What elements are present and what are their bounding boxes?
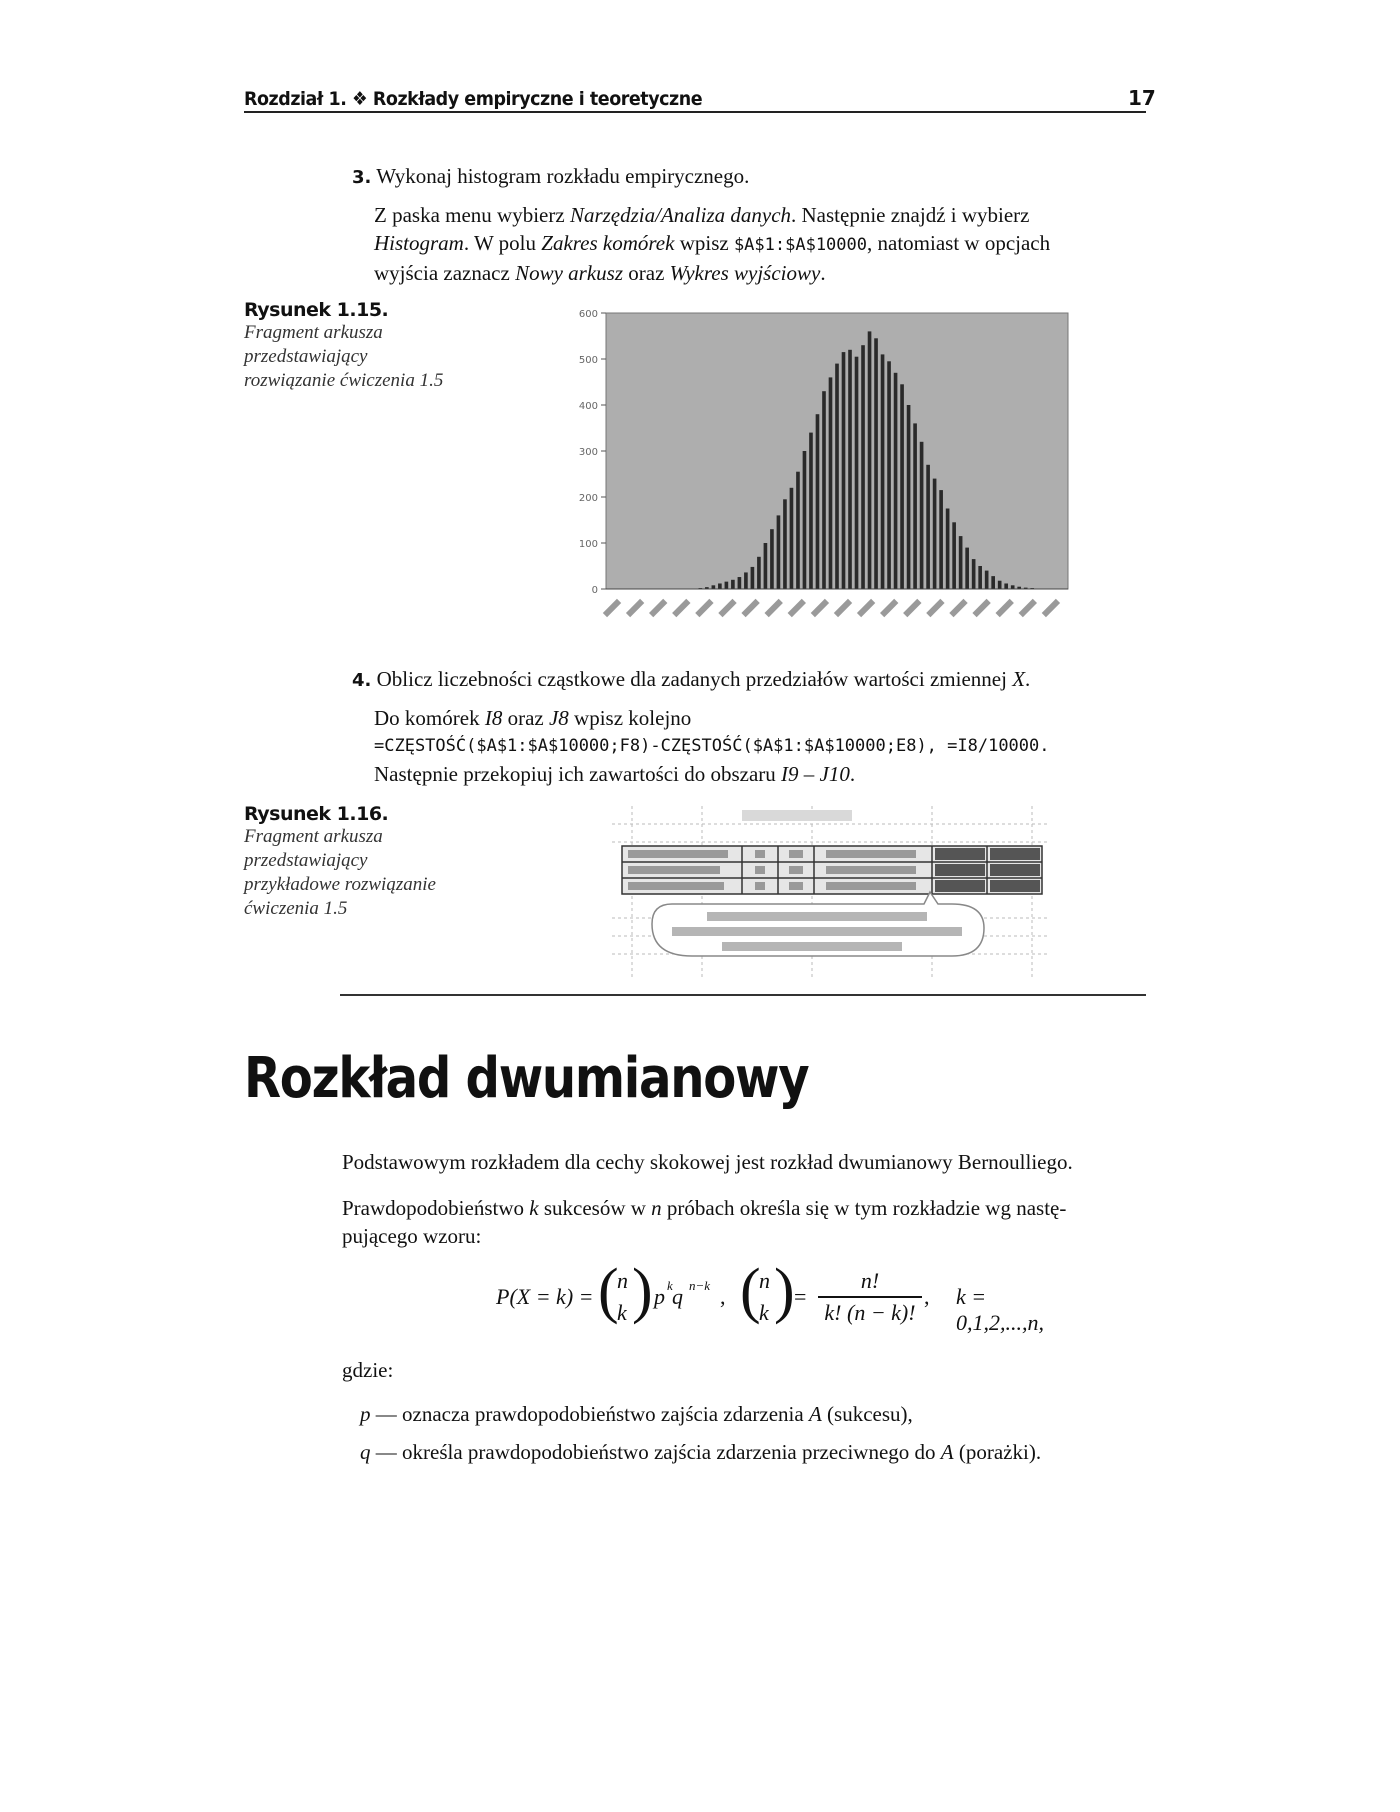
x-tick-label-blur bbox=[741, 599, 759, 617]
x-tick-label-blur bbox=[1042, 599, 1060, 617]
histogram-bar bbox=[718, 583, 722, 589]
y-tick-label: 200 bbox=[578, 493, 598, 504]
y-tick-label: 300 bbox=[578, 447, 598, 458]
section-title: Rozkład dwumianowy bbox=[244, 1046, 809, 1111]
step3-text: . Następnie znajdź i wybierz bbox=[791, 203, 1030, 227]
histogram-bar bbox=[933, 479, 937, 589]
histogram-bar bbox=[998, 581, 1002, 589]
histogram-bar bbox=[1011, 585, 1015, 589]
event-a: A bbox=[940, 1440, 954, 1464]
histogram-bar bbox=[835, 364, 839, 589]
figure15-caption-line: przedstawiający bbox=[244, 346, 368, 367]
step3-text: wpisz bbox=[674, 231, 734, 255]
paragraph-text: próbach określa się w tym rozkładzie wg nastę- bbox=[661, 1196, 1067, 1220]
binom-n: n bbox=[617, 1268, 628, 1293]
step3-text: , natomiast w opcjach bbox=[867, 231, 1051, 255]
histogram-bar bbox=[913, 423, 917, 589]
definition-text: — określa prawdopodobieństwo zajścia zdarzenia przeciwnego do bbox=[370, 1440, 941, 1464]
step4-heading bbox=[352, 665, 1030, 695]
histogram-bar bbox=[907, 405, 911, 589]
formula-code: =CZĘSTOŚĆ($A$1:$A$10000;F8)-CZĘSTOŚĆ($A$1:$A$10000;E8), =I8/10000. bbox=[374, 736, 1050, 756]
formula-comma: , bbox=[720, 1284, 726, 1309]
x-tick-label-blur bbox=[834, 599, 852, 617]
histogram-bar bbox=[848, 350, 852, 589]
definition-text: — oznacza prawdopodobieństwo zajścia zdarzenia bbox=[370, 1402, 809, 1426]
x-tick-label-blur bbox=[1019, 599, 1037, 617]
where-label: gdzie: bbox=[342, 1358, 394, 1382]
fraction-numerator: n! bbox=[860, 1268, 880, 1293]
histogram-bar bbox=[770, 529, 774, 589]
x-tick-label-blur bbox=[603, 599, 621, 617]
histogram-bar bbox=[790, 488, 794, 589]
histogram-bar bbox=[829, 377, 833, 589]
x-tick-label-blur bbox=[788, 599, 806, 617]
range-value: $A$1:$A$10000 bbox=[733, 235, 867, 255]
histogram-bar bbox=[822, 391, 826, 589]
x-tick-label-blur bbox=[811, 599, 829, 617]
x-tick-label-blur bbox=[857, 599, 875, 617]
y-tick-label: 100 bbox=[578, 539, 598, 550]
histogram-bar bbox=[861, 345, 865, 589]
histogram-bar bbox=[900, 384, 904, 589]
definition-q bbox=[360, 1438, 1041, 1466]
symbol-q: q bbox=[360, 1440, 371, 1464]
x-tick-label-blur bbox=[626, 599, 644, 617]
step4-text: wpisz kolejno bbox=[568, 706, 692, 730]
y-tick-label: 600 bbox=[578, 309, 598, 320]
x-tick-label-blur bbox=[903, 599, 921, 617]
figure16-caption-line: ćwiczenia 1.5 bbox=[244, 898, 348, 919]
step4-text: oraz bbox=[502, 706, 549, 730]
symbol-p: p bbox=[360, 1402, 371, 1426]
var-n: n bbox=[651, 1196, 662, 1220]
event-a: A bbox=[808, 1402, 822, 1426]
histogram-bar bbox=[946, 509, 950, 590]
histogram-bar bbox=[939, 490, 943, 589]
binom-k: k bbox=[617, 1300, 627, 1325]
histogram-bar bbox=[712, 585, 716, 589]
histogram-bar bbox=[920, 442, 924, 589]
page-number: 17 bbox=[1128, 86, 1156, 110]
figure15-caption bbox=[244, 299, 474, 393]
x-tick-label-blur bbox=[672, 599, 690, 617]
formula-lhs: P(X = k) = bbox=[496, 1284, 594, 1309]
step4-title-end: . bbox=[1025, 667, 1031, 691]
formula-q: q bbox=[672, 1284, 683, 1309]
histogram-bar bbox=[1004, 583, 1008, 589]
cell-ref: I8 bbox=[484, 706, 503, 730]
step4-body bbox=[374, 704, 1154, 788]
spreadsheet-fragment-image bbox=[612, 806, 1050, 978]
x-tick-label-blur bbox=[926, 599, 944, 617]
figure16-title: Rysunek 1.16. bbox=[244, 803, 389, 825]
step4-text: Następnie przekopiuj ich zawartości do obszaru bbox=[374, 762, 782, 786]
figure16-caption-line: Fragment arkusza bbox=[244, 826, 383, 847]
step4-number: 4. bbox=[352, 670, 372, 691]
menu-path: Narzędzia/Analiza danych bbox=[569, 203, 792, 227]
y-tick-label: 0 bbox=[591, 585, 598, 596]
range-field-term: Zakres komórek bbox=[541, 231, 675, 255]
histogram-bar bbox=[783, 499, 787, 589]
histogram-bar bbox=[855, 357, 859, 589]
cell-ref: J8 bbox=[548, 706, 569, 730]
histogram-bar bbox=[926, 465, 930, 589]
paragraph-text: pującego wzoru: bbox=[342, 1224, 482, 1248]
step3-body bbox=[374, 201, 1154, 287]
left-paren: ( bbox=[740, 1257, 761, 1325]
formula-p: p bbox=[654, 1284, 665, 1309]
fraction-denominator: k! (n − k)! bbox=[824, 1300, 916, 1325]
step4-text: . bbox=[849, 762, 856, 786]
exp-k: k bbox=[667, 1278, 673, 1293]
histogram-bar bbox=[725, 582, 729, 589]
histogram-bar bbox=[965, 548, 969, 589]
step3-text: oraz bbox=[623, 261, 670, 285]
binom-k: k bbox=[759, 1300, 769, 1325]
var-k: k bbox=[529, 1196, 539, 1220]
definition-end: (sukcesu), bbox=[821, 1402, 913, 1426]
fraction-bar bbox=[818, 1296, 922, 1298]
x-tick-label-blur bbox=[718, 599, 736, 617]
paragraph-text: Prawdopodobieństwo bbox=[342, 1196, 530, 1220]
histogram-bar bbox=[751, 567, 755, 589]
definition-end: (porażki). bbox=[953, 1440, 1042, 1464]
step3-text: Z paska menu wybierz bbox=[374, 203, 570, 227]
chapter-header: Rozdział 1. ❖ Rozkłady empiryczne i teoretyczne bbox=[244, 88, 703, 110]
variable-x: X bbox=[1012, 667, 1026, 691]
histogram-bar bbox=[757, 557, 761, 589]
x-tick-label-blur bbox=[695, 599, 713, 617]
step3-text: . W polu bbox=[463, 231, 542, 255]
left-paren: ( bbox=[598, 1257, 619, 1325]
step3-title: Wykonaj histogram rozkładu empirycznego. bbox=[376, 164, 750, 188]
histogram-bar bbox=[868, 331, 872, 589]
histogram-bar bbox=[972, 559, 976, 589]
y-tick-label: 400 bbox=[578, 401, 598, 412]
histogram-bar bbox=[959, 536, 963, 589]
formula-comma: , bbox=[924, 1284, 930, 1309]
probability-paragraph bbox=[342, 1194, 1152, 1250]
x-tick-label-blur bbox=[880, 599, 898, 617]
histogram-term: Histogram bbox=[374, 231, 464, 255]
step3-text: . bbox=[820, 261, 826, 285]
step3-text: wyjścia zaznacz bbox=[374, 261, 516, 285]
section-divider bbox=[340, 994, 1146, 996]
exp-n-minus-k: n−k bbox=[689, 1278, 711, 1293]
x-tick-label-blur bbox=[649, 599, 667, 617]
histogram-bar bbox=[874, 338, 878, 589]
step3-number: 3. bbox=[352, 167, 372, 188]
histogram-bar bbox=[777, 515, 781, 589]
x-tick-label-blur bbox=[972, 599, 990, 617]
header-rule bbox=[244, 111, 1146, 113]
y-tick-label: 500 bbox=[578, 355, 598, 366]
figure15-title: Rysunek 1.15. bbox=[244, 299, 389, 321]
histogram-bar bbox=[816, 414, 820, 589]
histogram-bar bbox=[764, 543, 768, 589]
histogram-chart bbox=[570, 305, 1080, 635]
figure16-caption bbox=[244, 803, 474, 921]
histogram-bar bbox=[738, 577, 742, 589]
histogram-bar bbox=[881, 354, 885, 589]
step3-heading bbox=[352, 162, 749, 192]
binom-n: n bbox=[759, 1268, 770, 1293]
formula-domain: k = 0,1,2,...,n, bbox=[956, 1284, 1044, 1335]
step4-text: Do komórek bbox=[374, 706, 485, 730]
definition-p bbox=[360, 1400, 913, 1428]
histogram-bar bbox=[809, 433, 813, 589]
figure15-caption-line: rozwiązanie ćwiczenia 1.5 bbox=[244, 370, 444, 391]
histogram-bar bbox=[842, 352, 846, 589]
formula-equals: = bbox=[794, 1284, 807, 1309]
right-paren: ) bbox=[774, 1257, 795, 1325]
x-tick-label-blur bbox=[765, 599, 783, 617]
histogram-bar bbox=[985, 571, 989, 589]
histogram-bar bbox=[731, 580, 735, 589]
right-paren: ) bbox=[632, 1257, 653, 1325]
histogram-bar bbox=[894, 373, 898, 589]
new-sheet-term: Nowy arkusz bbox=[515, 261, 624, 285]
histogram-bar bbox=[978, 566, 982, 589]
figure16-caption-line: przykładowe rozwiązanie bbox=[244, 874, 436, 895]
figure16-caption-line: przedstawiający bbox=[244, 850, 368, 871]
histogram-bar bbox=[887, 361, 891, 589]
cell-area: I9 – J10 bbox=[781, 762, 850, 786]
intro-paragraph: Podstawowym rozkładem dla cechy skokowej jest rozkład dwumianowy Bernoulliego. bbox=[342, 1150, 1073, 1174]
step4-title: Oblicz liczebności cząstkowe dla zadanych przedziałów wartości zmiennej bbox=[376, 667, 1013, 691]
paragraph-text: sukcesów w bbox=[538, 1196, 652, 1220]
histogram-bar bbox=[991, 576, 995, 589]
x-tick-label-blur bbox=[996, 599, 1014, 617]
histogram-bar bbox=[803, 451, 807, 589]
x-tick-label-blur bbox=[949, 599, 967, 617]
histogram-bar bbox=[952, 522, 956, 589]
figure15-caption-line: Fragment arkusza bbox=[244, 322, 383, 343]
chart-output-term: Wykres wyjściowy bbox=[669, 261, 821, 285]
histogram-bar bbox=[744, 572, 748, 589]
binomial-formula bbox=[496, 1257, 1056, 1342]
histogram-bar bbox=[796, 472, 800, 589]
